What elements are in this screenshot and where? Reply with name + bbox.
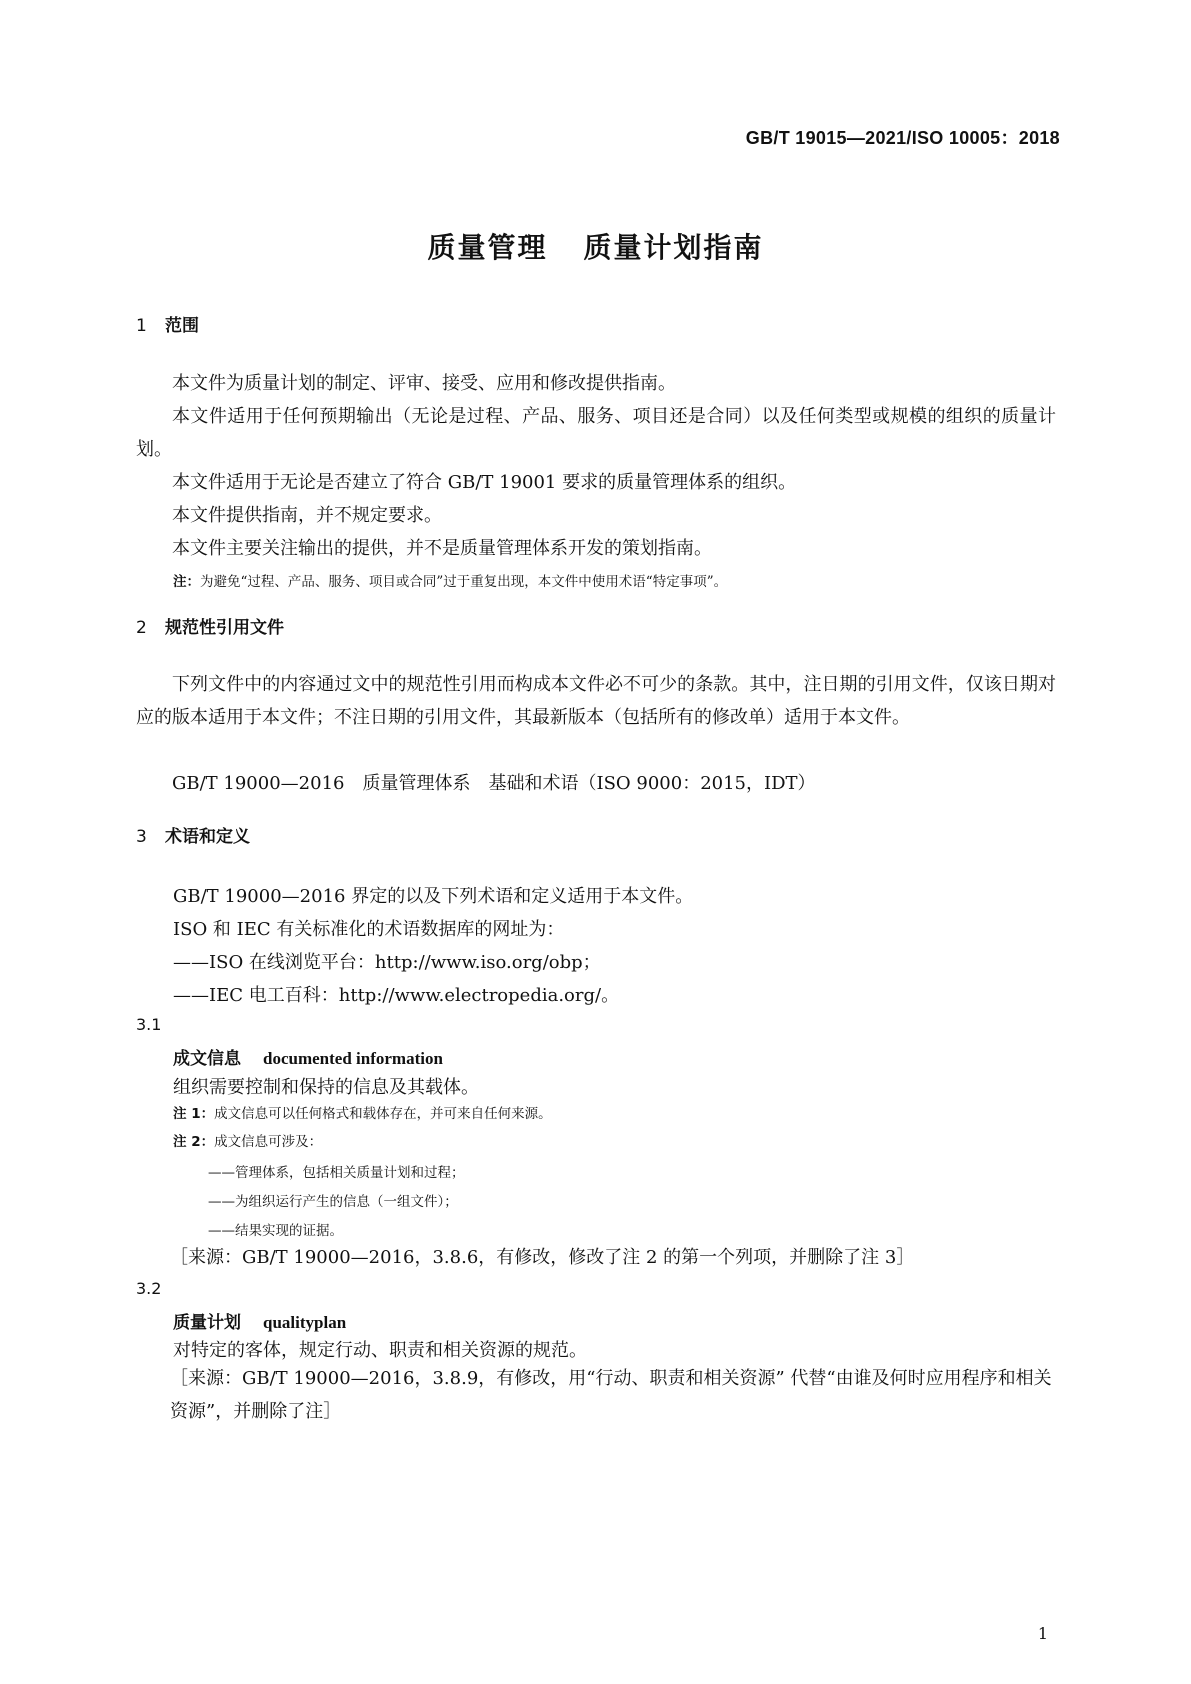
title-part-1: 质量管理	[427, 231, 548, 264]
note-1-text: 成文信息可以任何格式和载体存在，并可来自任何来源。	[214, 1106, 552, 1122]
standard-code: GB/T 19015—2021/ISO 10005：2018	[745, 128, 1060, 148]
term-3-1-en: documented information	[263, 1049, 443, 1068]
section-2-title: 规范性引用文件	[165, 618, 284, 638]
section-1-heading	[136, 311, 199, 336]
title-part-2: 质量计划指南	[583, 231, 764, 264]
section-1-note	[173, 572, 1053, 592]
section-1-title: 范围	[165, 316, 199, 336]
section-1-number: 1	[136, 316, 147, 336]
section-1-para-2: 本文件适用于任何预期输出（无论是过程、产品、服务、项目还是合同）以及任何类型或规模的组织的质量计划。	[136, 406, 1056, 460]
term-3-2-heading	[173, 1308, 346, 1333]
section-3-number: 3	[136, 827, 147, 847]
note-2-label: 注 2：	[173, 1134, 215, 1150]
note-2-dash-item-2: ——为组织运行产生的信息（一组文件）；	[208, 1194, 458, 1210]
term-3-2-zh: 质量计划	[173, 1313, 241, 1333]
term-3-1-source: ［来源：GB/T 19000—2016，3.8.6，有修改，修改了注 2 的第一个列项，并删除了注 3］	[170, 1247, 915, 1268]
note-label: 注：	[173, 574, 200, 590]
term-3-1-zh: 成文信息	[173, 1049, 241, 1069]
section-1-para-4: 本文件提供指南，并不规定要求。	[172, 505, 442, 526]
term-3-1-definition: 组织需要控制和保持的信息及其载体。	[173, 1077, 479, 1098]
term-3-1-note-1	[173, 1104, 1053, 1124]
note-1-label: 注 1：	[173, 1106, 215, 1122]
section-3-line-1: GB/T 19000—2016 界定的以及下列术语和定义适用于本文件。	[173, 886, 694, 907]
normative-reference: GB/T 19000—2016 质量管理体系 基础和术语（ISO 9000：2015，IDT）	[172, 773, 816, 794]
document-title	[0, 226, 1191, 266]
section-3-line-2: ISO 和 IEC 有关标准化的术语数据库的网址为：	[173, 919, 565, 940]
note-2-text: 成文信息可涉及：	[214, 1134, 323, 1150]
section-2-heading	[136, 613, 284, 638]
note-2-dash-item-3: ——结果实现的证据。	[208, 1223, 343, 1239]
iso-obp-link-line: ——ISO 在线浏览平台：http://www.iso.org/obp；	[173, 952, 601, 973]
section-1-para-5: 本文件主要关注输出的提供，并不是质量管理体系开发的策划指南。	[172, 538, 712, 559]
term-3-2-number: 3.2	[136, 1279, 162, 1298]
page-number: 1	[1037, 1624, 1048, 1643]
term-3-2-en: qualityplan	[263, 1313, 347, 1332]
term-3-1-heading	[173, 1044, 443, 1069]
section-2-para: 下列文件中的内容通过文中的规范性引用而构成本文件必不可少的条款。其中，注日期的引用文件，仅该日期对应的版本适用于本文件；不注日期的引用文件，其最新版本（包括所有的修改单）适用于本文件。	[136, 674, 1056, 728]
note-text: 为避免“过程、产品、服务、项目或合同”过于重复出现，本文件中使用术语“特定事项”。	[200, 574, 728, 590]
note-2-dash-item-1: ——管理体系，包括相关质量计划和过程；	[208, 1165, 465, 1181]
section-3-heading	[136, 822, 250, 847]
term-3-1-note-2	[173, 1132, 1053, 1152]
section-3-title: 术语和定义	[165, 827, 250, 847]
section-1-para-3: 本文件适用于无论是否建立了符合 GB/T 19001 要求的质量管理体系的组织。	[172, 472, 797, 493]
term-3-2-source: ［来源：GB/T 19000—2016，3.8.9，有修改，用“行动、职责和相关资源” 代替“由谁及何时应用程序和相关资源”，并删除了注］	[170, 1368, 1052, 1422]
section-2-number: 2	[136, 618, 147, 638]
term-3-1-number: 3.1	[136, 1015, 162, 1034]
term-3-2-definition: 对特定的客体，规定行动、职责和相关资源的规范。	[173, 1340, 587, 1361]
iec-electropedia-link-line: ——IEC 电工百科：http://www.electropedia.org/。	[173, 985, 620, 1006]
section-1-para-1: 本文件为质量计划的制定、评审、接受、应用和修改提供指南。	[172, 373, 676, 394]
